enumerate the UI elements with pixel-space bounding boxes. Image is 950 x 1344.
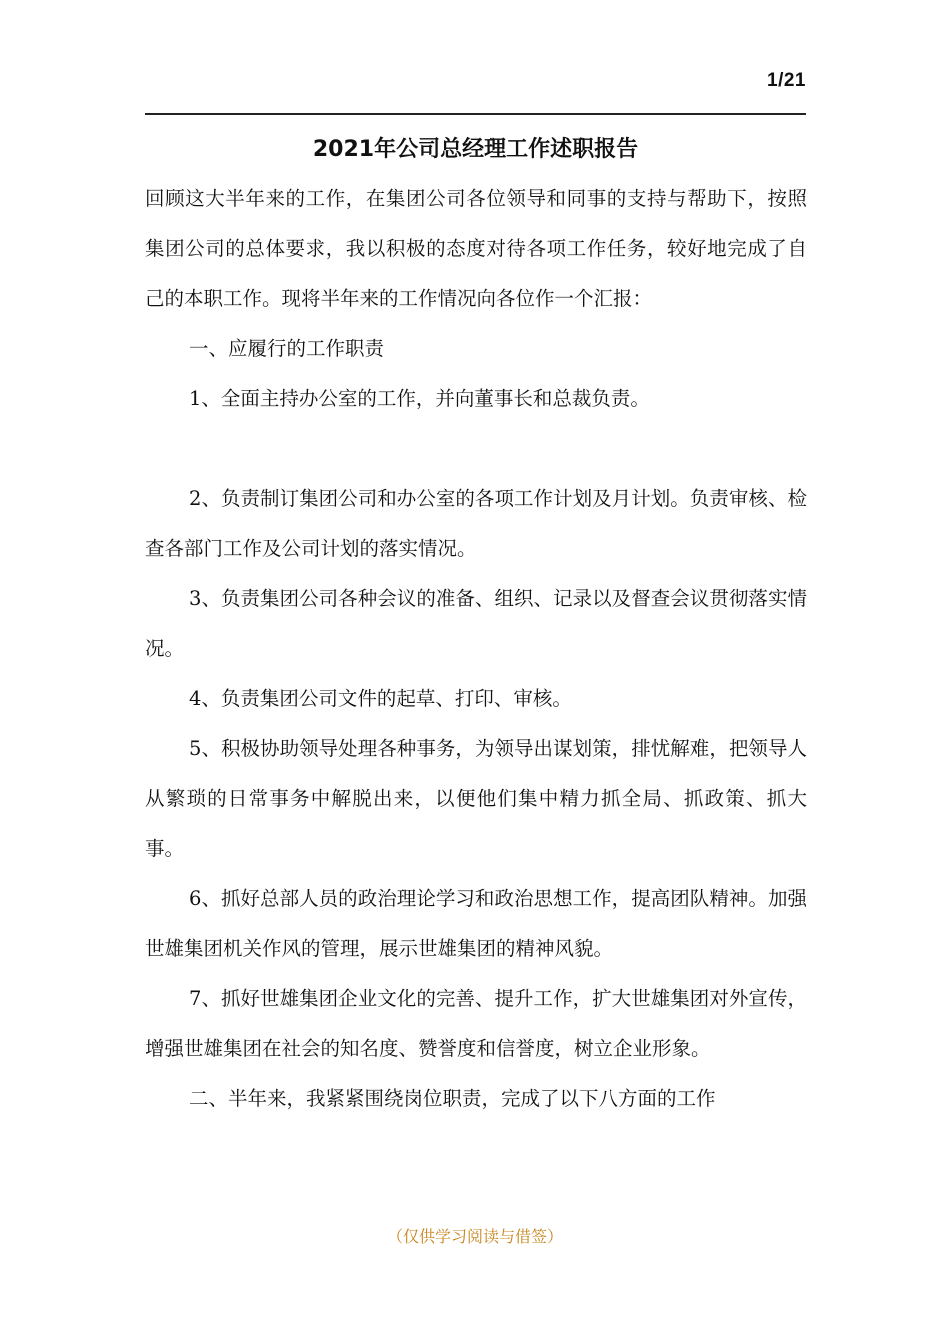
paragraph-intro: 回顾这大半年来的工作，在集团公司各位领导和同事的支持与帮助下，按照集团公司的总体要求，我以积极的态度对待各项工作任务，较好地完成了自己的本职工作。现将半年来的工作情况向各位作一个汇报： (145, 187, 807, 310)
footer-note: （仅供学习阅读与借签） (386, 1227, 563, 1246)
paragraph-duty-3: 3、负责集团公司各种会议的准备、组织、记录以及督查会议贯彻落实情况。 (145, 587, 807, 660)
paragraph-duty-6: 6、抓好总部人员的政治理论学习和政治思想工作，提高团队精神。加强世雄集团机关作风的管理，展示世雄集团的精神风貌。 (145, 887, 807, 960)
paragraph-duty-2: 2、负责制订集团公司和办公室的各项工作计划及月计划。负责审核、检查各部门工作及公司计划的落实情况。 (145, 487, 807, 560)
paragraph-duty-4: 4、负责集团公司文件的起草、打印、审核。 (189, 687, 572, 710)
paragraph-duty-5: 5、积极协助领导处理各种事务，为领导出谋划策，排忧解难，把领导人从繁琐的日常事务中解脱出来，以便他们集中精力抓全局、抓政策、抓大事。 (145, 737, 807, 860)
page-number: 1/21 (767, 70, 806, 91)
paragraph-duty-7: 7、抓好世雄集团企业文化的完善、提升工作，扩大世雄集团对外宣传，增强世雄集团在社会的知名度、赞誉度和信誉度，树立企业形象。 (145, 987, 807, 1060)
section-heading-duties: 一、应履行的工作职责 (189, 337, 385, 360)
document-title: 2021年公司总经理工作述职报告 (312, 137, 639, 162)
section-heading-achievements: 二、半年来，我紧紧围绕岗位职责，完成了以下八方面的工作 (189, 1087, 716, 1110)
paragraph-gap (145, 424, 807, 474)
paragraph-duty-1: 1、全面主持办公室的工作，并向董事长和总裁负责。 (189, 387, 650, 410)
header-divider (145, 113, 806, 115)
document-body (145, 174, 807, 1124)
